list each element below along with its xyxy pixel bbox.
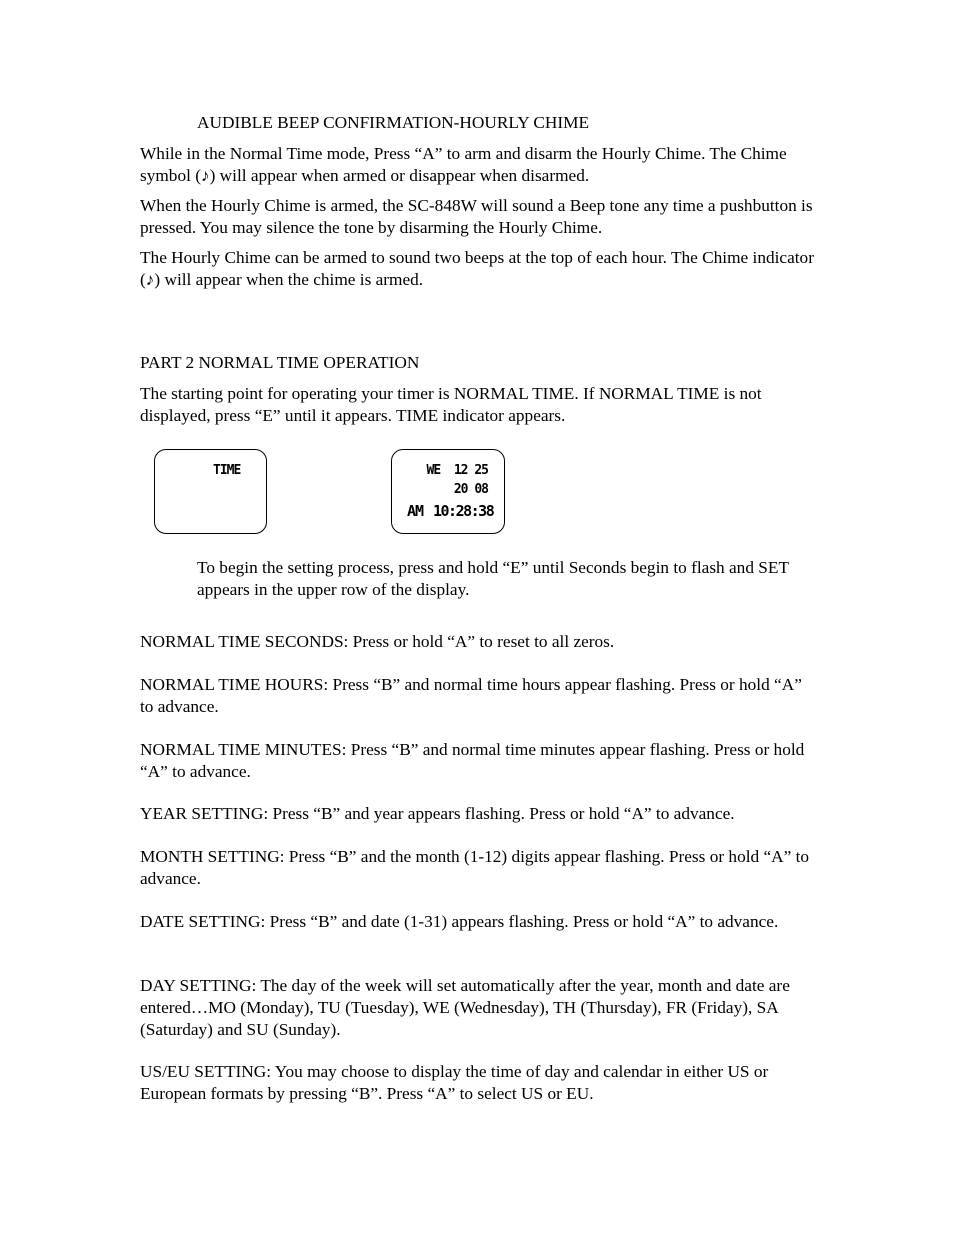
setting-hours: NORMAL TIME HOURS: Press “B” and normal time hours appear flashing. Press or hold “A” to advance.	[140, 675, 802, 716]
chime-paragraph-beep: When the Hourly Chime is armed, the SC-848W will sound a Beep tone any time a pushbutton is pressed. You may silence the tone by disarming the Hourly Chime.	[140, 196, 813, 237]
setting-month: MONTH SETTING: Press “B” and the month (1-12) digits appear flashing. Press or hold “A” to advance.	[140, 847, 810, 888]
part2-intro: The starting point for operating your timer is NORMAL TIME. If NORMAL TIME is not displayed, press “E” until it appears. TIME indicator appears.	[140, 384, 762, 425]
lcd-time: 10:28:38	[433, 502, 494, 520]
lcd-display-time-mode	[154, 449, 267, 534]
setting-us-eu: US/EU SETTING: You may choose to display the time of day and calendar in either US or European formats by pressing “B”. Press “A” to select US or EU.	[140, 1062, 769, 1103]
setting-day: DAY SETTING: The day of the week will set automatically after the year, month and date are entered…MO (Monday), TU (Tuesday), WE (Wednesday), TH (Thursday), FR (Friday), SA (Saturday) and SU (Sunday).	[140, 976, 790, 1039]
lcd-year: 20 08	[453, 482, 488, 497]
chime-heading: AUDIBLE BEEP CONFIRMATION-HOURLY CHIME	[197, 113, 590, 132]
lcd-display-clock	[391, 449, 505, 534]
setting-year: YEAR SETTING: Press “B” and year appears flashing. Press or hold “A” to advance.	[140, 804, 735, 823]
lcd-time-indicator: TIME	[213, 463, 241, 478]
setting-minutes: NORMAL TIME MINUTES: Press “B” and normal time minutes appear flashing. Press or hold “A” to advance.	[140, 740, 805, 781]
chime-paragraph-arm: While in the Normal Time mode, Press “A” to arm and disarm the Hourly Chime. The Chime symbol (♪) will appear when armed or disappear when disarmed.	[140, 144, 787, 185]
chime-paragraph-hourly: The Hourly Chime can be armed to sound two beeps at the top of each hour. The Chime indicator (♪) will appear when the chime is armed.	[140, 248, 814, 289]
lcd-day-date: WE 12 25	[426, 463, 488, 478]
part2-heading: PART 2 NORMAL TIME OPERATION	[140, 353, 420, 372]
setting-seconds: NORMAL TIME SECONDS: Press or hold “A” to reset to all zeros.	[140, 632, 615, 651]
lcd-ampm: AM	[407, 502, 424, 520]
setting-date: DATE SETTING: Press “B” and date (1-31) appears flashing. Press or hold “A” to advance.	[140, 912, 779, 931]
setting-intro: To begin the setting process, press and hold “E” until Seconds begin to flash and SET appears in the upper row of the display.	[197, 558, 789, 599]
